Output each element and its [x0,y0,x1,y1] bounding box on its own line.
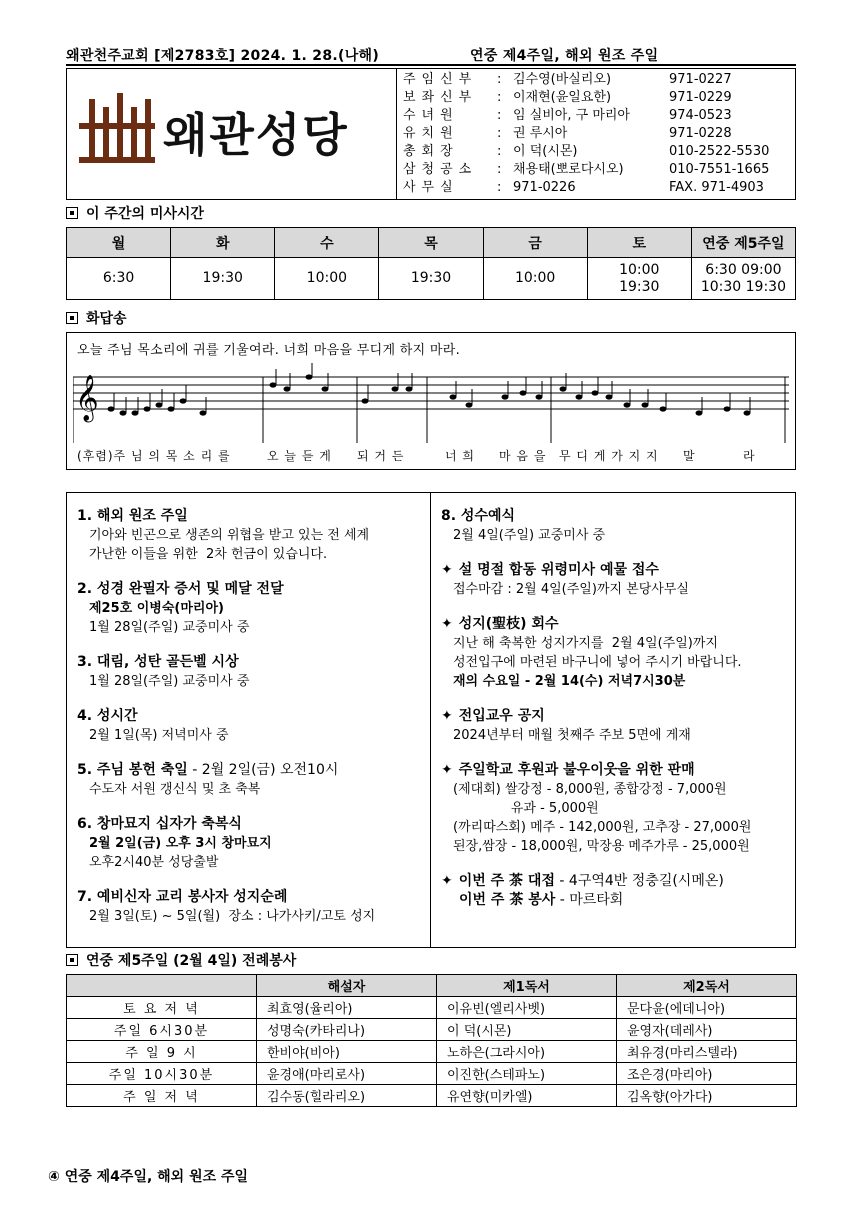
service-person: 윤경애(마리로사) [257,1063,437,1085]
staff-colon: : [497,180,502,195]
star-bullet-icon: ✦ [441,873,453,889]
psalm-box [66,332,796,470]
staff-colon: : [497,126,502,141]
notices-box [66,492,796,948]
notice-item [441,872,791,910]
notice-line: 오후2시40분 성당출발 [89,855,219,870]
staff-phone: FAX. 971-4903 [669,180,764,195]
staff-row [403,125,793,143]
star-bullet-icon: ✦ [441,708,453,724]
notice-line: 2월 3일(토) ~ 5일(월) 장소 : 나가사키/고토 성지 [89,909,376,924]
service-person: 한비야(비아) [257,1041,437,1063]
bulletin-issue: 왜관천주교회 [제2783호] 2024. 1. 28.(나해) [66,48,380,64]
page-footer: ④ 연중 제4주일, 해외 원조 주일 [48,1169,249,1185]
bulletin-header-line [66,44,796,64]
music-note [306,374,313,379]
notice-line: 유과 - 5,000원 [453,801,599,816]
notice-title [77,707,427,726]
notice-item [77,580,427,637]
music-note [642,402,649,407]
staff-directory [403,71,793,197]
staff-name: 이 덕(시몬) [513,144,578,159]
mass-day-header: 목 [379,228,483,258]
mass-time-cell: 6:30 [67,258,171,300]
notice-title-text: 이번 주 茶 대접 [458,873,555,889]
notice-line: (제대회) 쌀강정 - 8,000원, 종합강정 - 7,000원 [453,782,727,797]
service-time: 주일 10시30분 [67,1063,257,1085]
notice-item [77,707,427,745]
music-note [576,394,583,399]
bulletin-sunday-title: 연중 제4주일, 해외 원조 주일 [470,48,659,64]
staff-role: 주임신부 [403,72,478,87]
notice-line: 가난한 이들을 위한 2차 헌금이 있습니다. [89,547,328,562]
staff-phone: 974-0523 [669,108,732,123]
music-note [132,410,139,415]
music-note [660,406,667,411]
service-person: 문다윤(에데니아) [617,997,797,1019]
notice-title [441,507,791,526]
music-note [362,398,369,403]
music-note [624,402,631,407]
notice-line: 된장,쌈장 - 18,000원, 막장용 메주가루 - 25,000원 [453,839,750,854]
service-person: 최유경(마리스텔라) [617,1041,797,1063]
staff-colon: : [497,144,502,159]
notice-item [77,761,427,799]
service-section-title: 연중 제5주일 (2월 4일) 전례봉사 [66,952,296,970]
music-note [270,382,277,387]
lyric-segment: 무 디 게 가 지 지 [559,449,659,463]
notice-title [77,888,427,907]
notice-title [77,580,427,599]
notice-item [441,507,791,545]
service-person: 윤영자(데레사) [617,1019,797,1041]
music-note [536,394,543,399]
notice-title [77,653,427,672]
service-row [67,1041,797,1063]
notice-line: 수도자 서원 갱신식 및 초 축복 [89,782,261,797]
notice-bold-line: 제25호 이병숙(마리아) [89,601,224,616]
notice-line: 접수마감 : 2월 4일(주일)까지 본당사무실 [453,582,689,597]
mass-time-cell: 6:30 09:00 10:30 19:30 [691,258,795,300]
music-note [284,386,291,391]
service-time: 주일 6시30분 [67,1019,257,1041]
service-person: 이진한(스테파노) [437,1063,617,1085]
music-note [606,394,613,399]
notice-title-text: 주일학교 후원과 불우이웃을 위한 판매 [458,762,695,778]
service-header: 제2독서 [617,975,797,997]
service-header [67,975,257,997]
notice-title-text: 설 명절 합동 위령미사 예물 접수 [458,562,659,578]
music-note [322,386,329,391]
music-note [200,410,207,415]
notice-line: 지난 해 축복한 성지가지를 2월 4일(주일)까지 [453,636,718,651]
notice-title [77,507,427,526]
lyric-segment: 오 늘 듣 게 [267,449,332,463]
notice-title-suffix: - 마르타회 [555,892,624,908]
staff-name: 971-0226 [513,180,576,195]
notice-title [441,561,791,580]
notice-line: 2024년부터 매월 첫째주 주보 5면에 게재 [453,728,691,743]
bullet-square-icon [66,954,78,966]
lyric-segment: 마 음 을 [499,449,547,463]
notice-title [441,615,791,634]
staff-name: 이재현(윤일요한) [513,90,612,105]
notices-left-column [77,507,427,942]
staff-name: 김수영(바실리오) [513,72,612,87]
lyric-segment: 라 [743,449,756,463]
service-person: 유연향(미카엘) [437,1085,617,1107]
service-row [67,1063,797,1085]
staff-colon: : [497,162,502,177]
music-note [392,386,399,391]
notice-item [77,888,427,926]
parish-logo [67,69,397,199]
music-note [406,386,413,391]
notice-line: 2월 4일(주일) 교중미사 중 [453,528,606,543]
staff-role: 수녀원 [403,108,459,123]
staff-colon: : [497,90,502,105]
notice-line: 1월 28일(주일) 교중미사 중 [89,674,250,689]
service-row [67,997,797,1019]
svg-text:𝄞: 𝄞 [75,375,99,421]
music-note [156,402,163,407]
music-note [696,410,703,415]
notice-title-text: 6. 창마묘지 십자가 축복식 [77,816,242,832]
notice-title [441,872,791,891]
service-time: 주 일 9 시 [67,1041,257,1063]
staff-role: 사무실 [403,180,459,195]
star-bullet-icon: ✦ [441,762,453,778]
lyric-segment: 되 거 든 [357,449,405,463]
notice-title-text: 성지(聖枝) 회수 [458,616,559,632]
star-bullet-icon: ✦ [441,562,453,578]
staff-role: 유치원 [403,126,459,141]
music-note [744,410,751,415]
notice-item [77,507,427,564]
notice-title [441,761,791,780]
header-rule [66,64,796,66]
logo-text: 왜관성당 [163,108,349,162]
mass-times-table [66,227,796,300]
lyric-segment: 말 [683,449,696,463]
staff-row [403,179,793,197]
music-note [502,394,509,399]
mass-time-cell: 10:00 19:30 [587,258,691,300]
staff-row [403,143,793,161]
music-note [520,390,527,395]
mass-time-cell: 10:00 [483,258,587,300]
notice-item [441,615,791,691]
music-staff [73,363,789,443]
service-person: 조은경(마리아) [617,1063,797,1085]
mass-day-header: 연중 제5주일 [691,228,795,258]
liturgy-service-table [66,974,797,1107]
mass-section-title: 이 주간의 미사시간 [66,205,204,223]
staff-row [403,71,793,89]
mass-time-cell: 19:30 [171,258,275,300]
staff-phone: 971-0227 [669,72,732,87]
music-note [724,406,731,411]
mass-time-cell: 10:00 [275,258,379,300]
notice-line: (까리따스회) 메주 - 142,000원, 고추장 - 27,000원 [453,820,752,835]
notice-title-text: 2. 성경 완필자 증서 및 메달 전달 [77,581,284,597]
bullet-square-icon [66,312,78,324]
notice-title [77,761,427,780]
notice-item [441,707,791,745]
staff-phone: 971-0229 [669,90,732,105]
notice-line: 2월 1일(목) 저녁미사 중 [89,728,229,743]
notice-title [441,707,791,726]
music-note [108,406,115,411]
mass-day-header: 월 [67,228,171,258]
service-person: 최효영(율리아) [257,997,437,1019]
star-bullet-icon: ✦ [441,616,453,632]
parish-header [66,68,796,200]
staff-phone: 010-7551-1665 [669,162,770,177]
notice-title-text: 전입교우 공지 [458,708,545,724]
notice-item [77,653,427,691]
church-logo-icon [75,93,159,173]
mass-day-header: 토 [587,228,691,258]
notice-title [77,815,427,834]
service-row [67,1085,797,1107]
mass-time-cell: 19:30 [379,258,483,300]
service-time: 토 요 저 녁 [67,997,257,1019]
service-time: 주 일 저 녁 [67,1085,257,1107]
staff-row [403,89,793,107]
lyric-segment: (후렴)주 님 의 목 소 리 를 [77,449,231,463]
notice-bold-line: 재의 수요일 - 2월 14(수) 저녁7시30분 [453,674,686,689]
notice-item [441,561,791,599]
staff-role: 총회장 [403,144,459,159]
staff-name: 임 실비아, 구 마리아 [513,108,630,123]
staff-colon: : [497,108,502,123]
notice-bold-line: 2월 2일(금) 오후 3시 창마묘지 [89,836,272,851]
notice-title-text: 1. 해외 원조 주일 [77,508,188,524]
notice-title-text: 7. 예비신자 교리 봉사자 성지순례 [77,889,288,905]
music-note [180,398,187,403]
service-person: 김수동(힐라리오) [257,1085,437,1107]
music-note [144,406,151,411]
service-person: 이 덕(시몬) [437,1019,617,1041]
column-divider [430,493,431,947]
service-person: 성명숙(카타리나) [257,1019,437,1041]
notice-item [77,815,427,872]
staff-name: 채용태(뽀로다시오) [513,162,624,177]
notice-item [441,761,791,856]
service-row [67,1019,797,1041]
notice-title [441,891,791,910]
music-note [168,406,175,411]
mass-day-header: 수 [275,228,379,258]
notice-line: 성전입구에 마련된 바구니에 넣어 주시기 바랍니다. [453,655,742,670]
notice-line: 1월 28일(주일) 교중미사 중 [89,620,250,635]
music-note [450,394,457,399]
music-note [560,386,567,391]
service-person: 노하은(그라시아) [437,1041,617,1063]
bullet-square-icon [66,207,78,219]
mass-day-header: 화 [171,228,275,258]
notice-title-text: 8. 성수예식 [441,508,516,524]
psalm-refrain-text: 오늘 주님 목소리에 귀를 기울여라. 너희 마음을 무디게 하지 마라. [77,343,461,358]
notices-right-column [441,507,791,926]
notice-title-text: 4. 성시간 [77,708,138,724]
music-note [466,402,473,407]
staff-colon: : [497,72,502,87]
service-person: 김옥향(아가다) [617,1085,797,1107]
staff-phone: 010-2522-5530 [669,144,770,159]
psalm-section-title: 화답송 [66,310,127,328]
notice-title-suffix: - 4구역4반 정충길(시메온) [554,873,724,889]
service-person: 이유빈(엘리사벳) [437,997,617,1019]
notice-line: 기아와 빈곤으로 생존의 위협을 받고 있는 전 세계 [89,528,370,543]
music-note [592,390,599,395]
staff-name: 권 루시아 [513,126,568,141]
staff-role: 보좌신부 [403,90,478,105]
music-note [120,410,127,415]
lyric-segment: 너 희 [445,449,475,463]
service-header: 해설자 [257,975,437,997]
notice-title-text: 3. 대림, 성탄 골든벨 시상 [77,654,239,670]
staff-row [403,107,793,125]
notice-title-text: 5. 주님 봉헌 축일 [77,762,188,778]
staff-phone: 971-0228 [669,126,732,141]
notice-title-suffix: - 2월 2일(금) 오전10시 [187,762,339,778]
mass-day-header: 금 [483,228,587,258]
notice-title-text: 이번 주 茶 봉사 [459,892,556,908]
staff-row [403,161,793,179]
staff-role: 삼청공소 [403,162,478,177]
service-header: 제1독서 [437,975,617,997]
